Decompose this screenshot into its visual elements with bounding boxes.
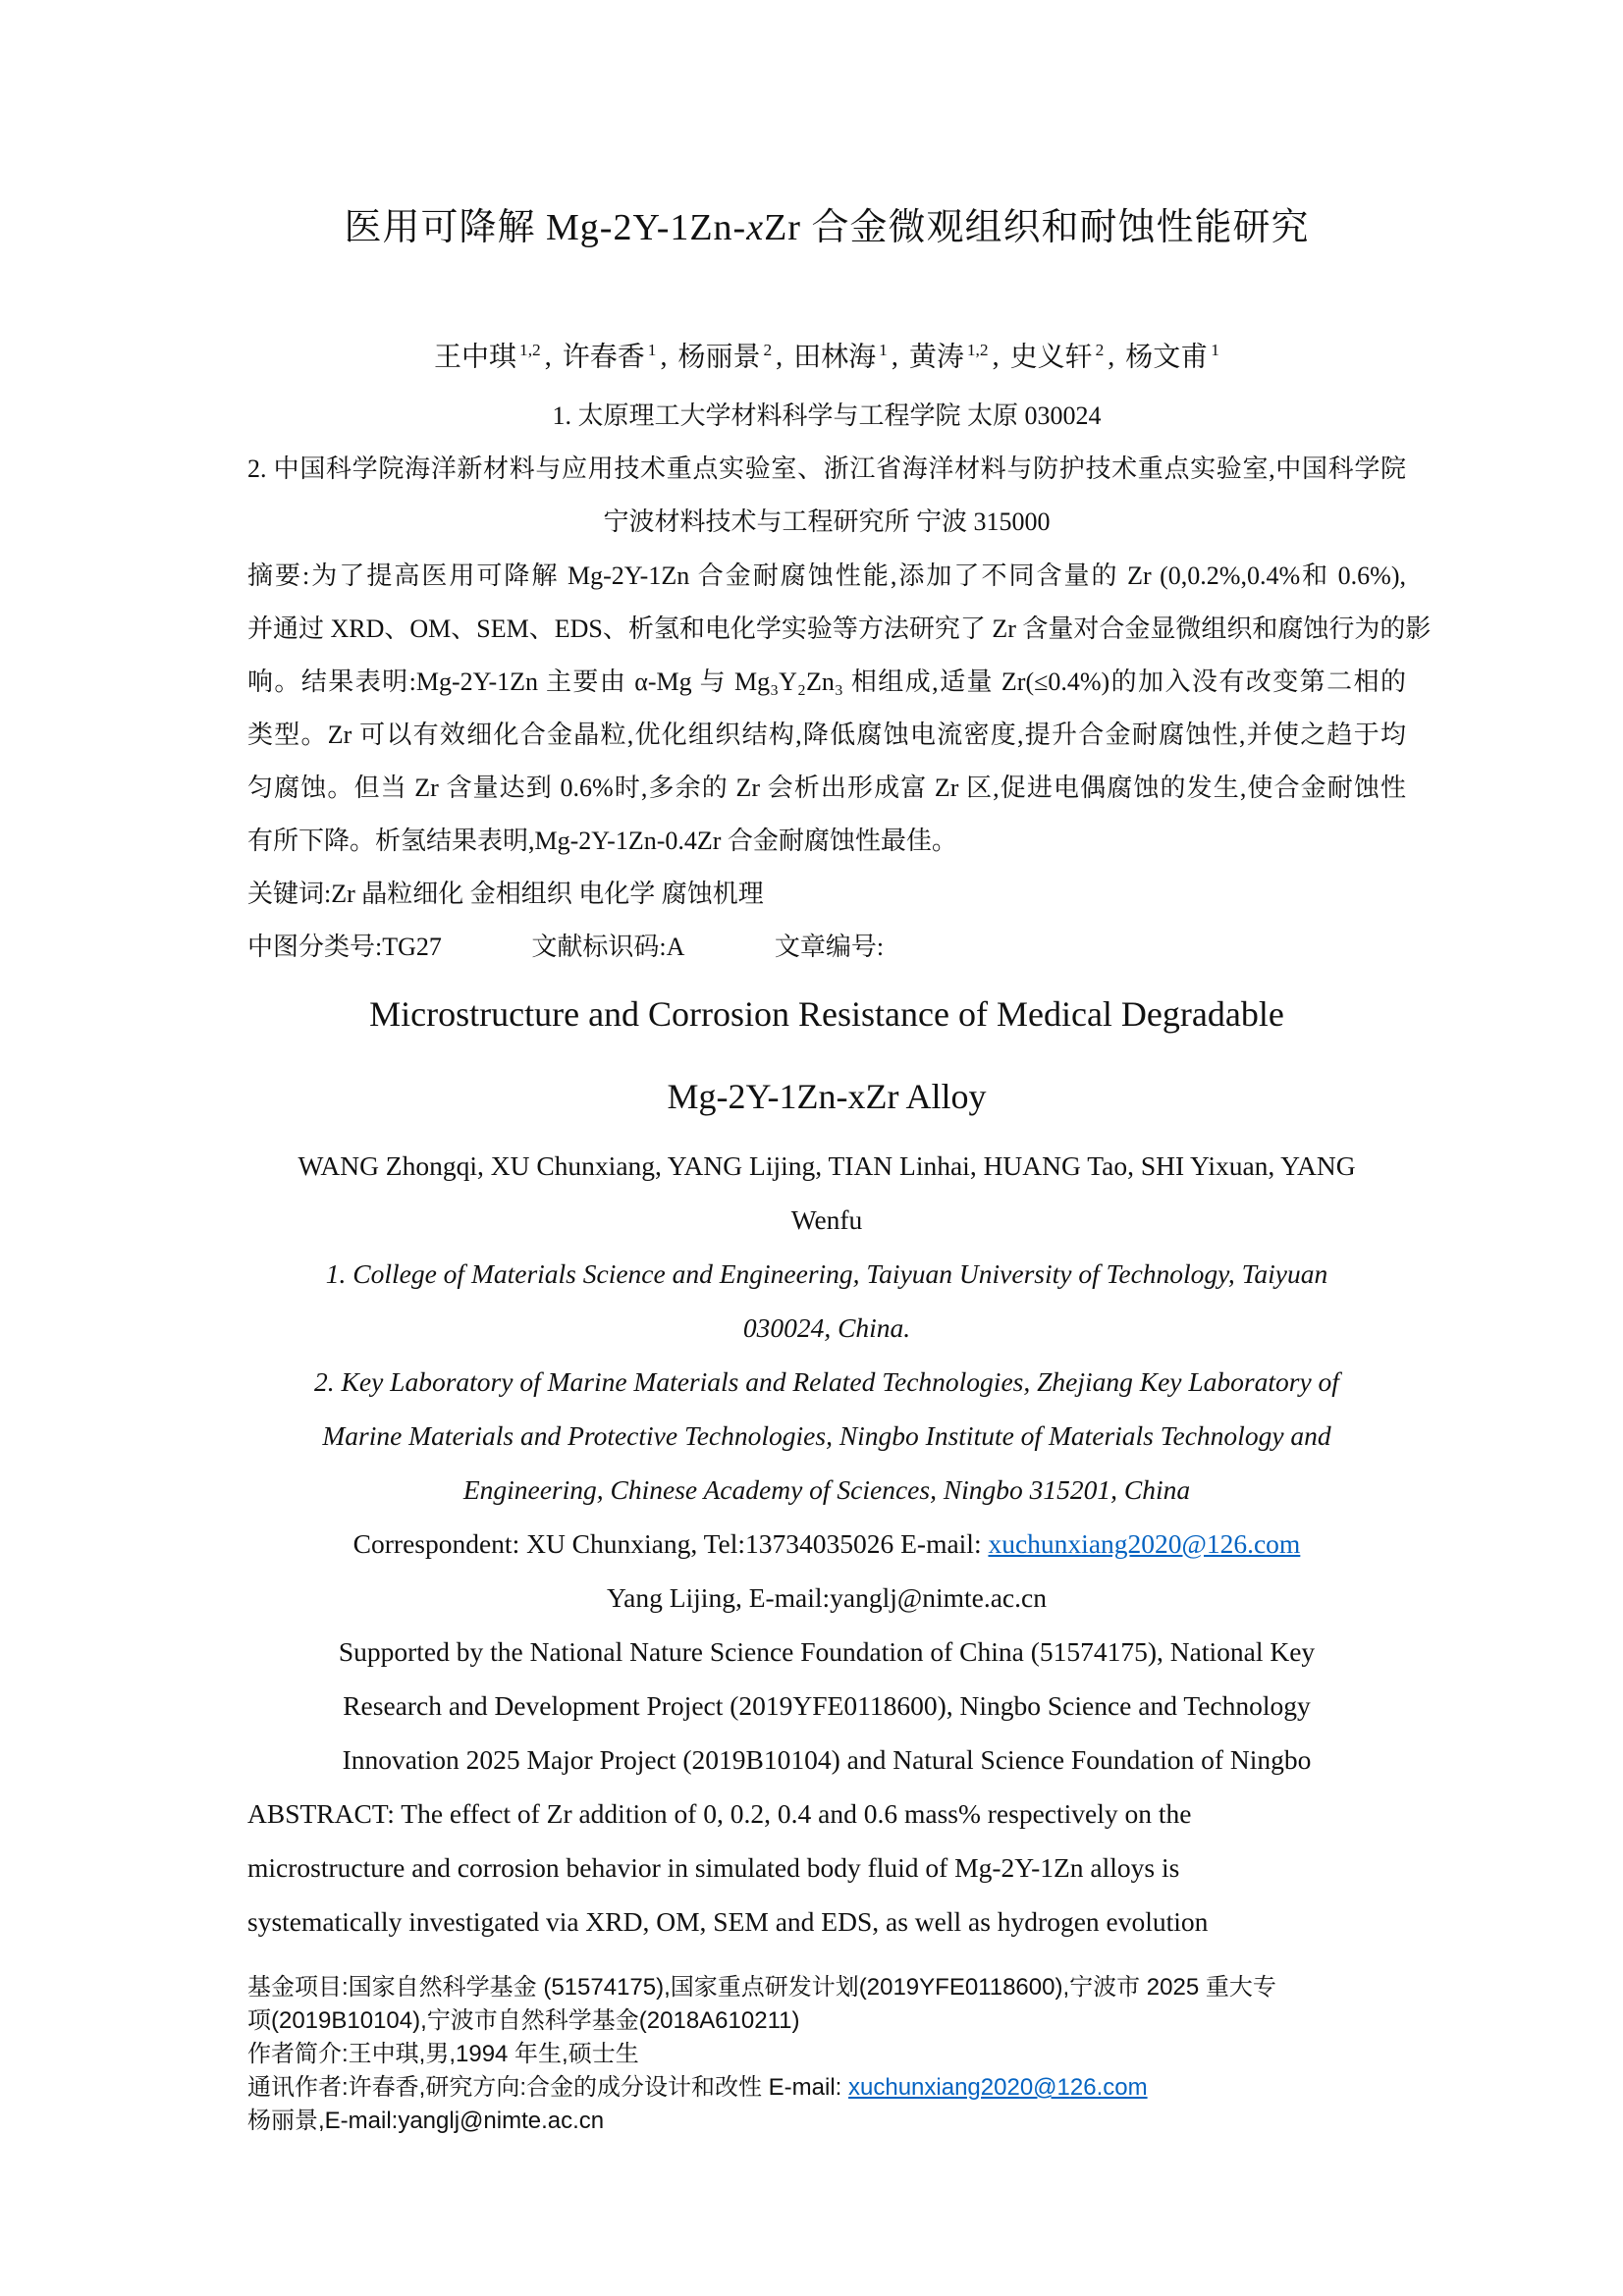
author-cn-affiliation-mark: 2: [763, 341, 773, 359]
author-cn-name: 杨文甫: [1125, 342, 1209, 373]
abstract-cn-line: 并通过 XRD、OM、SEM、EDS、析氢和电化学实验等方法研究了 Zr 含量对合金显微组织和腐蚀行为的影: [247, 614, 1432, 643]
funding-en-line: Research and Development Project (2019YFE0118600), Ningbo Science and Technology: [343, 1690, 1311, 1721]
funding-en: [247, 1625, 1406, 1787]
keywords-cn: 关键词:Zr 晶粒细化 金相组织 电化学 腐蚀机理: [247, 880, 764, 908]
authors-en: [247, 1139, 1406, 1247]
abstract-en: [247, 1787, 1406, 1949]
clc-number: 中图分类号:TG27: [247, 933, 442, 961]
author-cn-name: 田林海: [793, 342, 877, 373]
affiliation-en-line: 030024, China.: [742, 1312, 911, 1343]
paper-title-cn: [247, 202, 1406, 253]
authors-en-line: Wenfu: [790, 1204, 863, 1235]
author-cn-affiliation-mark: 2: [1095, 341, 1105, 359]
abstract-en-line: systematically investigated via XRD, OM, SEM and EDS, as well as hydrogen evolution: [247, 1906, 1209, 1937]
affiliation-en-line: Engineering, Chinese Academy of Sciences, Ningbo 315201, China: [462, 1474, 1191, 1505]
funding-en-line: Innovation 2025 Major Project (2019B10104) and Natural Science Foundation of Ningbo: [342, 1744, 1312, 1775]
abstract-cn-line: 类型。Zr 可以有效细化合金晶粒,优化组织结构,降低腐蚀电流密度,提升合金耐腐蚀性,并使之趋于均: [247, 721, 1406, 749]
abstract-cn-line: 有所下降。析氢结果表明,Mg-2Y-1Zn-0.4Zr 合金耐腐蚀性最佳。: [247, 827, 957, 855]
document-code: 文献标识码:A: [531, 933, 685, 961]
author-cn-name: 杨丽景: [677, 342, 761, 373]
article-number: 文章编号:: [774, 933, 885, 961]
funding-note-line1: 基金项目:国家自然科学基金 (51574175),国家重点研发计划(2019YFE0118600),宁波市 2025 重大专: [247, 1974, 1276, 2001]
correspondent-line: [247, 1517, 1406, 1571]
author-bio-note: 作者简介:王中琪,男,1994 年生,硕士生: [247, 2041, 639, 2067]
corresponding-author-email-link[interactable]: xuchunxiang2020@126.com: [848, 2074, 1148, 2101]
author-separator: ,: [544, 342, 559, 373]
footnote-block: [247, 1971, 1406, 2138]
affiliation-en-line: 1. College of Materials Science and Engineering, Taiyuan University of Technology, Taiyuan: [325, 1258, 1328, 1289]
paper-title-en-line1: Microstructure and Corrosion Resistance of Medical Degradable: [369, 994, 1284, 1034]
affiliation-cn-2-continued: 宁波材料技术与工程研究所 宁波 315000: [603, 507, 1051, 536]
second-contact-line: Yang Lijing, E-mail:yanglj@nimte.ac.cn: [607, 1582, 1047, 1613]
author-separator: ,: [1108, 342, 1122, 373]
author-separator: ,: [776, 342, 790, 373]
funding-en-line: Supported by the National Nature Science Foundation of China (51574175), National Key: [338, 1636, 1316, 1667]
second-author-contact-note: 杨丽景,E-mail:yanglj@nimte.ac.cn: [247, 2108, 605, 2134]
paper-title-en-line2: Mg-2Y-1Zn-xZr Alloy: [667, 1077, 987, 1116]
abstract-cn: [247, 550, 1432, 868]
author-cn-affiliation-mark: 1: [647, 341, 657, 359]
author-cn-name: 王中琪: [434, 342, 517, 373]
correspondent-email-link[interactable]: xuchunxiang2020@126.com: [988, 1528, 1301, 1559]
author-cn-affiliation-mark: 1,2: [966, 341, 989, 359]
funding-note-line2: 项(2019B10104),宁波市自然科学基金(2018A610211): [247, 2007, 800, 2034]
abstract-cn-line: 响。结果表明:Mg-2Y-1Zn 主要由 α-Mg 与 Mg₃Y₂Zn₃ 相组成,适量 Zr(≤0.4%)的加入没有改变第二相的: [247, 667, 1406, 696]
abstract-en-line: microstructure and corrosion behavior in simulated body fluid of Mg-2Y-1Zn alloys is: [247, 1852, 1180, 1883]
author-cn-name: 许春香: [562, 342, 645, 373]
author-cn-name: 黄涛: [908, 342, 964, 373]
chinese-front-matter: [247, 550, 1432, 974]
author-separator: ,: [891, 342, 905, 373]
affiliation-cn-1: 1. 太原理工大学材料科学与工程学院 太原 030024: [552, 401, 1102, 430]
corresponding-author-text: 通讯作者:许春香,研究方向:合金的成分设计和改性 E-mail:: [247, 2074, 849, 2101]
corresponding-author-note: [247, 2071, 1406, 2105]
classification-line: [247, 921, 1406, 974]
abstract-en-line: ABSTRACT: The effect of Zr addition of 0, 0.2, 0.4 and 0.6 mass% respectively on the: [247, 1798, 1192, 1829]
author-cn-affiliation-mark: 1,2: [519, 341, 541, 359]
affiliation-en-line: 2. Key Laboratory of Marine Materials and Related Technologies, Zhejiang Key Laboratory of: [314, 1366, 1339, 1397]
authors-en-line: WANG Zhongqi, XU Chunxiang, YANG Lijing, TIAN Linhai, HUANG Tao, SHI Yixuan, YANG: [298, 1150, 1356, 1181]
author-separator: ,: [660, 342, 675, 373]
authors-cn: [247, 328, 1406, 380]
affiliation-cn-2: 2. 中国科学院海洋新材料与应用技术重点实验室、浙江省海洋材料与防护技术重点实验室,中国科学院: [247, 454, 1406, 483]
english-front-matter: [247, 1139, 1406, 1949]
author-cn-name: 史义轩: [1009, 342, 1093, 373]
abstract-cn-line: 摘要:为了提高医用可降解 Mg-2Y-1Zn 合金耐腐蚀性能,添加了不同含量的 Zr (0,0.2%,0.4%和 0.6%),: [247, 561, 1406, 590]
title-cn-variable-x: x: [746, 207, 765, 248]
author-cn-affiliation-mark: 1: [879, 341, 888, 359]
author-separator: ,: [992, 342, 1006, 373]
title-cn-post: Zr 合金微观组织和耐蚀性能研究: [764, 207, 1310, 248]
title-cn-pre: 医用可降解 Mg-2Y-1Zn-: [344, 207, 747, 248]
author-cn-affiliation-mark: 1: [1211, 341, 1219, 359]
abstract-cn-line: 匀腐蚀。但当 Zr 含量达到 0.6%时,多余的 Zr 会析出形成富 Zr 区,促进电偶腐蚀的发生,使合金耐蚀性: [247, 774, 1406, 802]
affiliation-en-line: Marine Materials and Protective Technologies, Ningbo Institute of Materials Technology and: [322, 1420, 1331, 1451]
affiliations-en: [247, 1247, 1406, 1517]
correspondent-text: Correspondent: XU Chunxiang, Tel:13734035026 E-mail:: [352, 1528, 989, 1559]
